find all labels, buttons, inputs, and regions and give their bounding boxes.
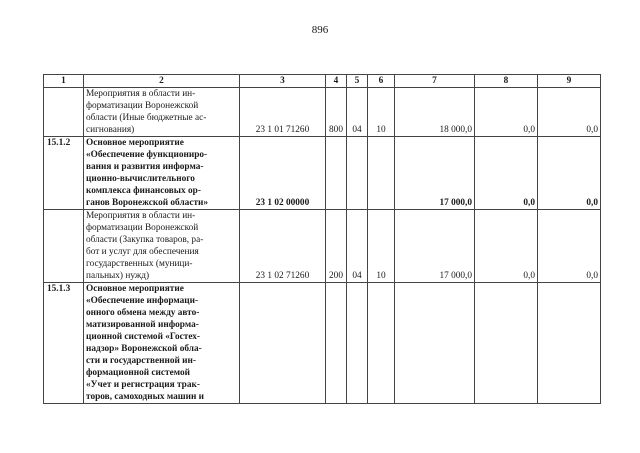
table-row [44, 210, 601, 283]
item-description [84, 88, 240, 137]
amount: 17 000,0 [395, 137, 475, 210]
amount: 18 000,0 [395, 88, 475, 137]
amount [395, 283, 475, 404]
item-number [44, 210, 84, 283]
item-number: 15.1.3 [44, 283, 84, 404]
item-description [84, 210, 240, 283]
subsection-code [368, 137, 395, 210]
subsection-code [368, 283, 395, 404]
section-code: 04 [347, 210, 368, 283]
col-header: 6 [368, 75, 395, 88]
description-line: вания и развития информа- [86, 162, 204, 172]
col-header: 9 [538, 75, 601, 88]
item-description [84, 283, 240, 404]
table-row [44, 88, 601, 137]
expense-type: 200 [326, 210, 347, 283]
expense-type [326, 137, 347, 210]
budget-code [240, 283, 326, 404]
description-line: пальных) нужд) [86, 271, 150, 281]
item-number [44, 88, 84, 137]
subsection-code: 10 [368, 88, 395, 137]
description-line: Мероприятия в области ин- [86, 89, 196, 99]
description-line: «Обеспечение информаци- [86, 296, 199, 306]
description-line: форматизации Воронежской [86, 223, 199, 233]
description-line: форматизации Воронежской [86, 101, 199, 111]
amount-3: 0,0 [538, 137, 601, 210]
description-line: торов, самоходных машин и [86, 392, 204, 402]
description-line: матизированной информа- [86, 320, 199, 330]
section-code: 04 [347, 88, 368, 137]
description-line: «Учет и регистрация трак- [86, 380, 200, 390]
amount-3 [538, 283, 601, 404]
col-header: 7 [395, 75, 475, 88]
expense-type: 800 [326, 88, 347, 137]
col-header: 4 [326, 75, 347, 88]
description-line: государственных (муници- [86, 259, 193, 269]
expense-type [326, 283, 347, 404]
col-header: 5 [347, 75, 368, 88]
description-line: надзор» Воронежской обла- [86, 344, 202, 354]
amount: 17 000,0 [395, 210, 475, 283]
description-line: ганов Воронежской области» [86, 198, 209, 208]
budget-code: 23 1 02 71260 [240, 210, 326, 283]
table-row [44, 137, 601, 210]
page-number: 896 [311, 24, 329, 36]
budget-table [43, 74, 601, 404]
amount-3: 0,0 [538, 210, 601, 283]
amount-2 [475, 283, 538, 404]
table-row [44, 283, 601, 404]
description-line: Мероприятия в области ин- [86, 211, 196, 221]
description-line: ционной системой «Гостех- [86, 332, 201, 342]
amount-3: 0,0 [538, 88, 601, 137]
description-line: области (Иные бюджетные ас- [86, 113, 207, 123]
col-header: 1 [44, 75, 84, 88]
description-line: Основное мероприятие [86, 138, 184, 148]
amount-2: 0,0 [475, 210, 538, 283]
description-line: области (Закупка товаров, ра- [86, 235, 204, 245]
description-line: Основное мероприятие [86, 284, 184, 294]
col-header: 2 [84, 75, 240, 88]
description-line: бот и услуг для обеспечения [86, 247, 199, 257]
description-line: «Обеспечение функциониро- [86, 150, 208, 160]
section-code [347, 283, 368, 404]
description-line: сигнования) [86, 125, 135, 135]
subsection-code: 10 [368, 210, 395, 283]
description-line: комплекса финансовых ор- [86, 186, 201, 196]
col-header: 3 [240, 75, 326, 88]
description-line: онного обмена между авто- [86, 308, 200, 318]
description-line: ционно-вычислительного [86, 174, 195, 184]
budget-code: 23 1 01 71260 [240, 88, 326, 137]
item-number: 15.1.2 [44, 137, 84, 210]
description-line: сти и государственной ин- [86, 356, 196, 366]
col-header: 8 [475, 75, 538, 88]
section-code [347, 137, 368, 210]
amount-2: 0,0 [475, 137, 538, 210]
amount-2: 0,0 [475, 88, 538, 137]
header-row [44, 75, 601, 88]
item-description [84, 137, 240, 210]
budget-code: 23 1 02 00000 [240, 137, 326, 210]
description-line: формационной системой [86, 368, 190, 378]
